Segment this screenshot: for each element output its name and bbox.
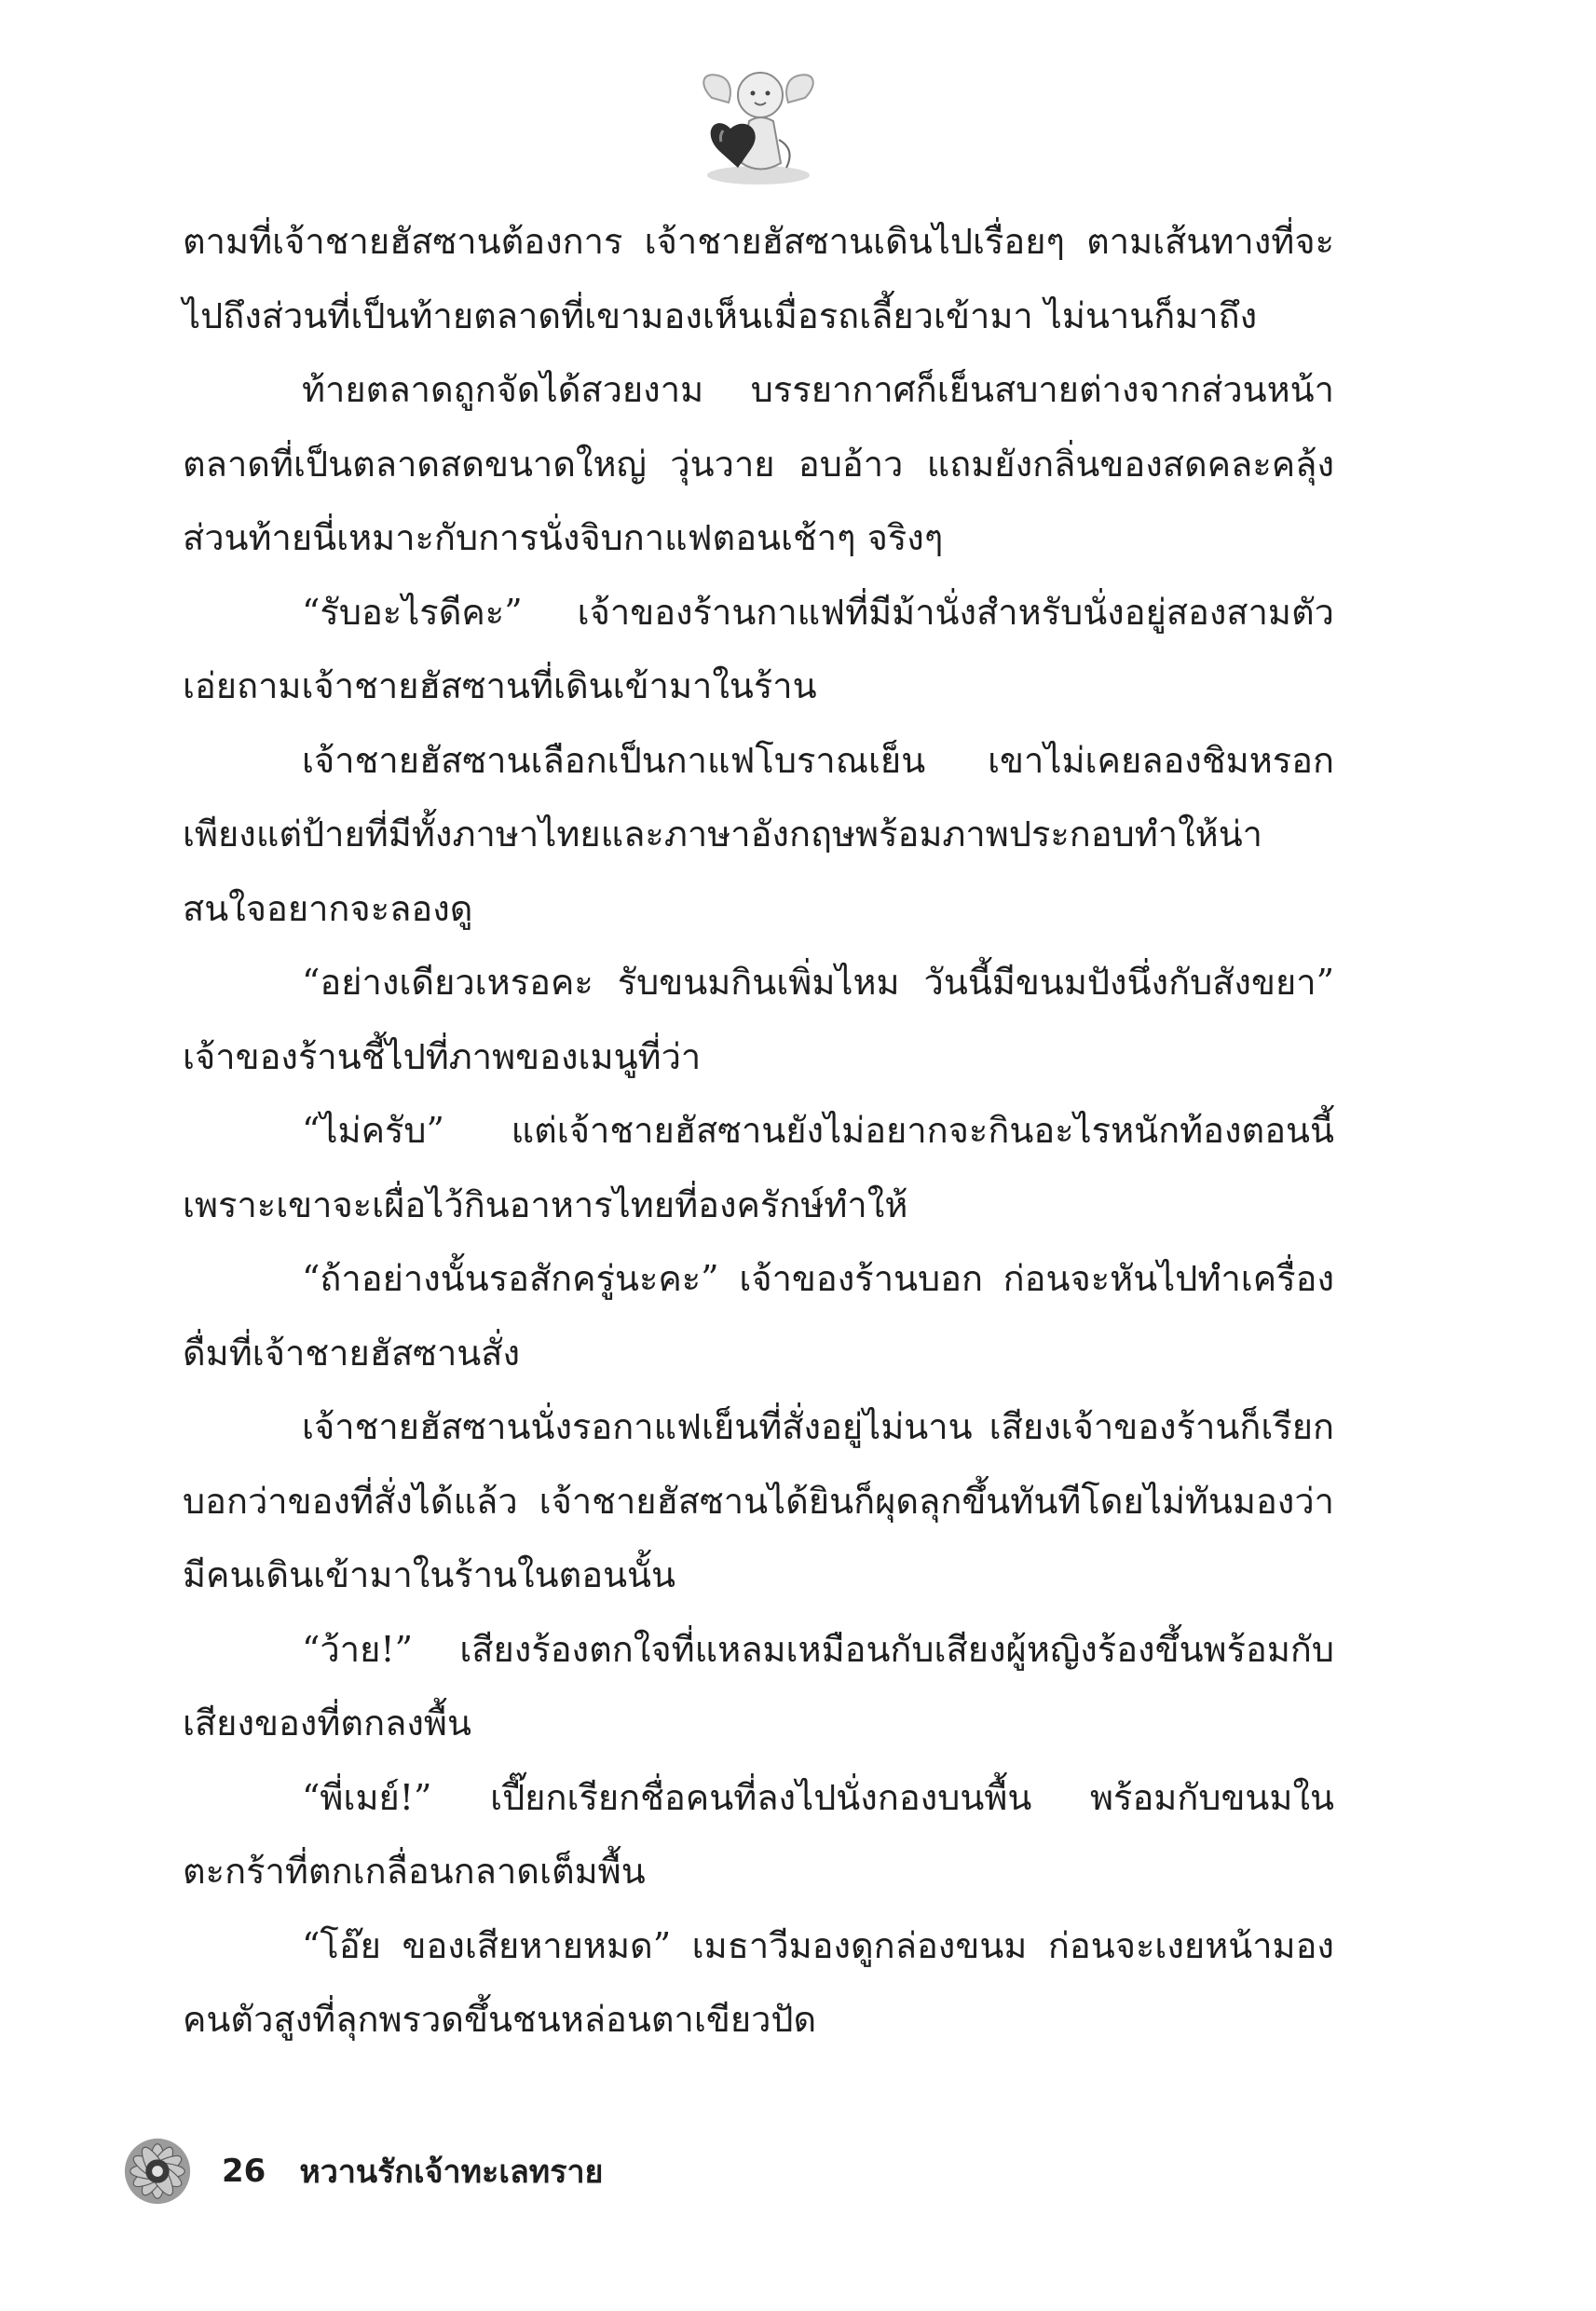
paragraph: ตามที่เจ้าชายฮัสซานต้องการ เจ้าชายฮัสซานเดินไปเรื่อยๆ ตามเส้นทางที่จะไปถึงส่วนที่เป็นท้ายตลาดที่เขามองเห็นเมื่อรถเลี้ยวเข้ามา ไม่นานก็มาถึง	[183, 221, 1334, 336]
paragraph: “โอ๊ย ของเสียหายหมด” เมธาวีมองดูกล่องขนม ก่อนจะเงยหน้ามองคนตัวสูงที่ลุกพรวดขึ้นชนหล่อนตาเขียวปัด	[183, 1924, 1334, 2040]
flower-emblem-icon	[121, 2135, 194, 2208]
story-body-text	[183, 205, 1334, 2058]
book-title: หวานรักเจ้าทะเลทราย	[299, 2154, 604, 2191]
paragraph: ท้ายตลาดถูกจัดได้สวยงาม บรรยากาศก็เย็นสบายต่างจากส่วนหน้าตลาดที่เป็นตลาดสดขนาดใหญ่ วุ่นวาย อบอ้าว แถมยังกลิ่นของสดคละคลุ้ง ส่วนท้ายนี่เหมาะกับการนั่งจิบกาแฟตอนเช้าๆ จริงๆ	[183, 369, 1334, 558]
paragraph: เจ้าชายฮัสซานเลือกเป็นกาแฟโบราณเย็น เขาไม่เคยลองชิมหรอกเพียงแต่ป้ายที่มีทั้งภาษาไทยและภาษาอังกฤษพร้อมภาพประกอบทำให้น่าสนใจอยากจะลองดู	[183, 739, 1334, 929]
paragraph: “อย่างเดียวเหรอคะ รับขนมกินเพิ่มไหม วันนี้มีขนมปังนึ่งกับสังขยา” เจ้าของร้านชี้ไปที่ภาพของเมนูที่ว่า	[183, 962, 1334, 1077]
paragraph: “รับอะไรดีคะ” เจ้าของร้านกาแฟที่มีม้านั่งสำหรับนั่งอยู่สองสามตัวเอ่ยถามเจ้าชายฮัสซานที่เดินเข้ามาในร้าน	[183, 591, 1334, 706]
paragraph: “ไม่ครับ” แต่เจ้าชายฮัสซานยังไม่อยากจะกินอะไรหนักท้องตอนนี้เพราะเขาจะเผื่อไว้กินอาหารไทยที่องครักษ์ทำให้	[183, 1110, 1334, 1225]
paragraph: เจ้าชายฮัสซานนั่งรอกาแฟเย็นที่สั่งอยู่ไม่นาน เสียงเจ้าของร้านก็เรียกบอกว่าของที่สั่งได้แล้ว เจ้าชายฮัสซานได้ยินก็ผุดลุกขึ้นทันทีโดยไม่ทันมองว่ามีคนเดินเข้ามาในร้านในตอนนั้น	[183, 1406, 1334, 1595]
cupid-with-heart-icon	[693, 65, 824, 191]
page-footer	[121, 2129, 960, 2213]
paragraph: “พี่เมย์!” เปี๊ยกเรียกชื่อคนที่ลงไปนั่งกองบนพื้น พร้อมกับขนมในตะกร้าที่ตกเกลื่อนกลาดเต็มพื้น	[183, 1776, 1334, 1892]
page-number: 26	[222, 2153, 266, 2190]
paragraph: “ถ้าอย่างนั้นรอสักครู่นะคะ” เจ้าของร้านบอก ก่อนจะหันไปทำเครื่องดื่มที่เจ้าชายฮัสซานสั่ง	[183, 1258, 1334, 1374]
paragraph: “ว้าย!” เสียงร้องตกใจที่แหลมเหมือนกับเสียงผู้หญิงร้องขึ้นพร้อมกับเสียงของที่ตกลงพื้น	[183, 1628, 1334, 1744]
